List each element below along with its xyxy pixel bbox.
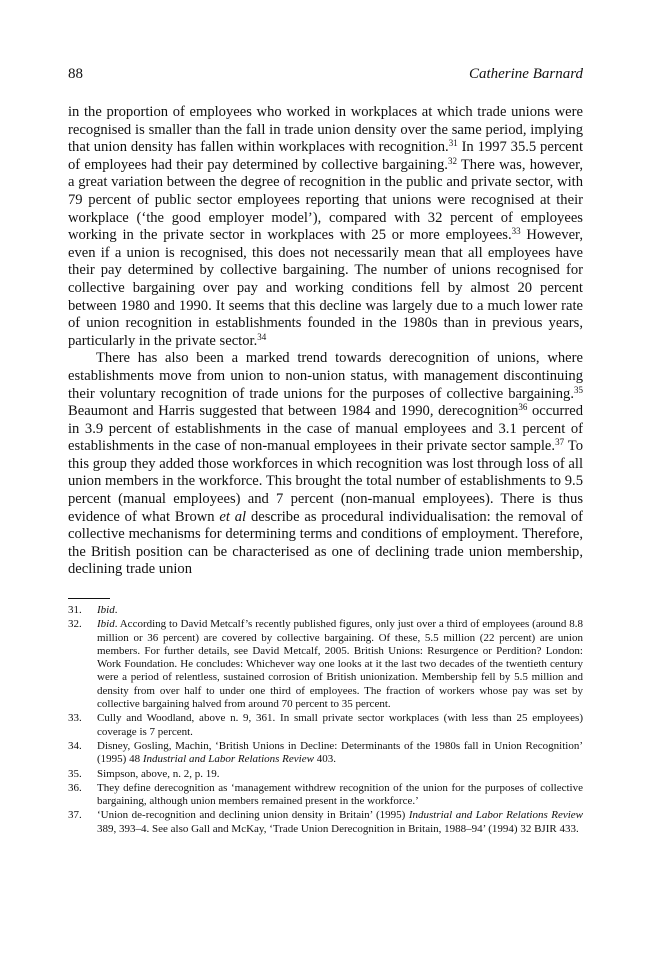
footnote-ref-34[interactable]: 34 bbox=[257, 331, 267, 342]
footnote-ref-32[interactable]: 32 bbox=[447, 155, 457, 166]
text-run: Disney, Gosling, Machin, ‘British Unions in Decline: Determinants of the 1980s fall in Union Recognition’ (1995) 48 bbox=[97, 739, 583, 766]
footnote-35 bbox=[68, 768, 583, 781]
footnote-32 bbox=[68, 618, 583, 711]
footnote-number: 31. bbox=[68, 604, 82, 616]
footnote-34 bbox=[68, 740, 583, 767]
text-run: Simpson, above, n. 2, p. 19. bbox=[97, 767, 220, 780]
footnote-31 bbox=[68, 604, 583, 617]
footnote-text bbox=[97, 768, 583, 781]
text-run: They define derecognition as ‘management withdrew recognition of the union for the purposes of collective bargaining, although union members remained present in the workforce.’ bbox=[97, 781, 583, 808]
text-run: . bbox=[114, 604, 118, 616]
running-head-author: Catherine Barnard bbox=[468, 66, 583, 82]
footnote-36 bbox=[68, 782, 583, 809]
text-run: Cully and Woodland, above n. 9, 361. In small private sector workplaces (with less than 25 employees) coverage is 7 percent. bbox=[97, 712, 583, 738]
text-run: Beaumont and Harris suggested that between 1984 and 1990, derecognition bbox=[68, 403, 519, 420]
footnote-ref-35[interactable]: 35 bbox=[574, 384, 583, 395]
text-run: describe as procedural individualisation: the removal of collective mechanisms for determining terms and conditions of employment. Therefore, the British position can be characterised as one of declining trade union membership, declining trade union bbox=[68, 508, 583, 578]
page-header bbox=[68, 66, 583, 86]
footnote-33 bbox=[68, 712, 583, 739]
footnote-text bbox=[97, 604, 583, 617]
page-number: 88 bbox=[68, 66, 83, 82]
footnote-37 bbox=[68, 809, 583, 836]
footnote-text bbox=[97, 782, 583, 809]
text-run-italic: et al bbox=[219, 508, 247, 525]
text-run: in the proportion of employees who worked in workplaces at which trade unions were recognised is smaller than the fall in trade union density over the same period, implying that union density has fallen within workplaces with recognition. bbox=[68, 104, 583, 156]
text-run: 389, 393–4. See also Gall and McKay, ‘Trade Union Derecognition in Britain, 1988–94’ (1994) 32 BJIR 433. bbox=[97, 822, 579, 835]
text-run-italic: Ibid bbox=[97, 618, 115, 631]
footnotes bbox=[68, 604, 583, 837]
text-run: 403. bbox=[313, 753, 336, 766]
footnote-number: 34. bbox=[68, 739, 82, 752]
text-run: There has also been a marked trend towards derecognition of unions, where establishments move from union to non-union status, with management discontinuing their voluntary recognition of trade unions for the purposes of collective bargaining. bbox=[68, 350, 583, 402]
text-run: ‘Union de-recognition and declining union density in Britain’ (1995) bbox=[97, 809, 409, 822]
text-run: In 1997 35.5 percent of employees had their pay determined by collective bargaining. bbox=[68, 139, 583, 173]
footnote-text bbox=[97, 740, 583, 767]
footnote-ref-36[interactable]: 36 bbox=[518, 402, 528, 413]
text-run: However, even if a union is recognised, this does not necessarily mean that all employees have their pay determined by collective bargaining. The number of unions recognised for collective bargaining over pay and working conditions fell by almost 20 percent between 1980 and 1990. It seems that this decline was largely due to a much lower rate of union recognition in establishments founded in the 1980s than in previous years, particularly in the private sector. bbox=[68, 227, 583, 349]
paragraph-2 bbox=[68, 350, 583, 579]
footnote-number: 37. bbox=[68, 809, 82, 822]
footnote-ref-37[interactable]: 37 bbox=[555, 437, 565, 448]
text-run: . According to David Metcalf’s recently published figures, only just over a third of employees (around 8.8 million or 36 percent) are covered by collective bargaining. Of these, 5.5 million (22 percent) are union members. For further details, see David Metcalf, 2005. British Unions: Resurgence or Perdition? London: Work Foundation. He concludes: Whichever way one looks at it the last two decades of the twentieth century were a period of relentless, sustained corrosion of British unionization. Membership fell by 5.5 million and density from over half to under one third of employees. The fraction of workers whose pay was set by collective bargaining halved from around 70 percent to 35 percent. bbox=[97, 618, 583, 711]
text-run: There was, however, a great variation between the degree of recognition in the public and private sector, with 79 percent of public sector employees reporting that unions were recognised at their workplace (‘the good employer model’), compared with 32 percent of employees working in the private sector in workplaces with 25 or more employees. bbox=[68, 156, 583, 244]
footnote-text bbox=[97, 712, 583, 739]
footnote-text bbox=[97, 618, 583, 711]
text-run-italic: Industrial and Labor Relations Review bbox=[142, 753, 314, 766]
text-run: To this group they added those workforces in which recognition was lost through loss of all union members in the workforce. This brought the total number of establishments to 9.5 percent (manual employees) and 7 percent (non-manual employees). There is thus evidence of what Brown bbox=[68, 438, 584, 525]
footnote-ref-31[interactable]: 31 bbox=[448, 138, 458, 149]
paragraph-1 bbox=[68, 104, 583, 350]
footnote-text bbox=[97, 809, 583, 836]
footnote-number: 33. bbox=[68, 712, 82, 725]
footnote-number: 36. bbox=[68, 781, 82, 794]
text-run: occurred in 3.9 percent of establishments in the case of manual employees and 3.1 percent of establishments in the case of non-manual employees in their private sector sample. bbox=[68, 403, 583, 455]
text-run-italic: Industrial and Labor Relations Review bbox=[408, 809, 583, 822]
main-text bbox=[68, 104, 583, 579]
footnote-number: 35. bbox=[68, 767, 82, 780]
footnote-number: 32. bbox=[68, 618, 82, 631]
text-run-italic: Ibid bbox=[97, 604, 115, 616]
footnote-ref-33[interactable]: 33 bbox=[511, 226, 521, 237]
footnote-separator bbox=[68, 598, 110, 599]
